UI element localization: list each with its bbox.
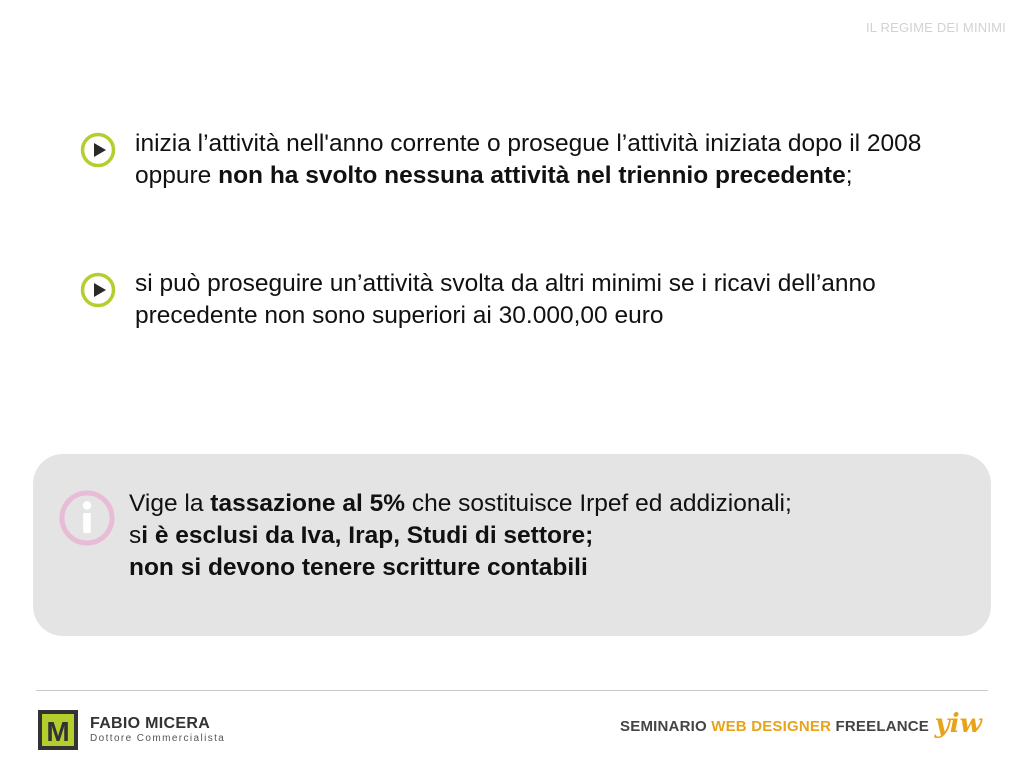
info-line-3: non si devono tenere scritture contabili [129,554,588,581]
info-line-1: Vige la tassazione al 5% che sostituisce Irpef ed addizionali; [129,490,792,517]
info-text [129,488,979,584]
slide-title: IL REGIME DEI MINIMI [865,20,1006,35]
info-box [33,454,991,636]
bullet-item-2 [80,268,960,332]
fabio-micera-logo [38,710,78,750]
bullet-item-1 [80,128,960,192]
info-icon [58,489,116,547]
footer-divider [36,690,988,691]
bullet-text-1: inizia l’attività nell'anno corrente o prosegue l’attività iniziata dopo il 2008 oppure non ha svolto nessuna attività nel triennio precedente; [135,130,922,189]
play-circle-icon [80,272,116,308]
brand-name: FABIO MICERA [90,715,211,732]
seminar-title: SEMINARIO WEB DESIGNER FREELANCE [620,718,929,735]
yiw-logo: yiw [934,709,982,739]
info-line-2: si è esclusi da Iva, Irap, Studi di settore; [129,522,594,549]
svg-text:M: M [46,716,70,747]
play-circle-icon [80,132,116,168]
brand-subtitle: Dottore Commercialista [90,733,226,744]
bullet-text-2: si può proseguire un’attività svolta da altri minimi se i ricavi dell’anno precedente non sono superiori ai 30.000,00 euro [135,270,876,329]
